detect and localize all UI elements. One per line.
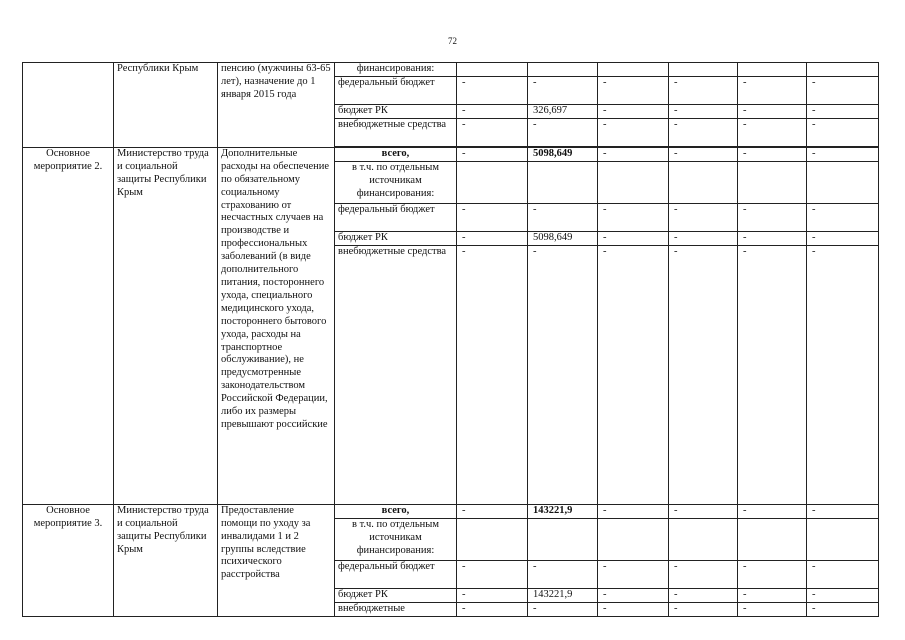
value-cell: - [528, 245, 598, 504]
value-cell: - [598, 231, 669, 245]
source-label: федеральный бюджет [335, 203, 457, 231]
value-cell: - [807, 504, 879, 518]
value-cell: - [738, 203, 807, 231]
description-cell: Дополнительные расходы на обеспечение по обязательному социальному страхованию от несчастных случаев на производстве и профессиональных заболеваний (в виде дополнительного питания, постороннего ухода, специального медицинского ухода, постороннего бытового ухода, расходы на транспортное обслуживание), не предусмотренные законодательством Российской Федерации, либо их размеры превышают российские [218, 147, 335, 504]
source-label: всего, [335, 504, 457, 518]
value-cell: 5098,649 [528, 231, 598, 245]
value-cell: - [457, 203, 528, 231]
value-cell: - [807, 245, 879, 504]
value-cell: 326,697 [528, 104, 598, 118]
measure-cell: Основное мероприятие 2. [23, 147, 114, 504]
ministry-cell: Министерство труда и социальной защиты Республики Крым [114, 504, 218, 616]
value-cell: - [669, 147, 738, 161]
funding-table [22, 62, 879, 617]
value-cell: 143221,9 [528, 588, 598, 602]
value-cell: - [457, 147, 528, 161]
page-number: 72 [448, 36, 457, 46]
value-cell: - [807, 231, 879, 245]
value-cell: - [457, 504, 528, 518]
source-label: в т.ч. по отдельным источникам финансирования: [335, 518, 457, 560]
measure-cell: Основное мероприятие 3. [23, 504, 114, 616]
value-cell: - [457, 588, 528, 602]
value-cell: - [738, 231, 807, 245]
value-cell: - [528, 76, 598, 104]
source-label: федеральный бюджет [335, 560, 457, 588]
value-cell: - [669, 203, 738, 231]
table-row [23, 147, 879, 161]
source-label: всего, [335, 147, 457, 161]
table-row [23, 504, 879, 518]
value-cell: - [807, 147, 879, 161]
source-label: бюджет РК [335, 231, 457, 245]
value-cell: - [598, 118, 669, 146]
value-cell: - [738, 118, 807, 146]
value-cell: - [457, 104, 528, 118]
source-label: внебюджетные средства [335, 118, 457, 146]
value-cell: - [528, 602, 598, 616]
source-label: федеральный бюджет [335, 76, 457, 104]
value-cell: - [598, 602, 669, 616]
source-label: внебюджетные средства [335, 245, 457, 504]
value-cell: - [807, 560, 879, 588]
source-label: бюджет РК [335, 588, 457, 602]
table-row [23, 63, 879, 77]
value-cell: - [807, 602, 879, 616]
value-cell: - [457, 245, 528, 504]
value-cell: - [738, 104, 807, 118]
value-cell: - [669, 504, 738, 518]
value-cell: 143221,9 [528, 504, 598, 518]
value-cell: - [457, 602, 528, 616]
value-cell: - [528, 118, 598, 146]
value-cell: - [457, 76, 528, 104]
value-cell: - [669, 602, 738, 616]
value-cell: - [669, 76, 738, 104]
measure-cell [23, 63, 114, 148]
value-cell: 5098,649 [528, 147, 598, 161]
value-cell: - [807, 104, 879, 118]
value-cell: - [807, 76, 879, 104]
ministry-cell: Республики Крым [114, 63, 218, 148]
value-cell: - [457, 231, 528, 245]
value-cell: - [598, 588, 669, 602]
source-label: бюджет РК [335, 104, 457, 118]
value-cell: - [598, 104, 669, 118]
value-cell: - [457, 560, 528, 588]
value-cell: - [669, 588, 738, 602]
value-cell: - [669, 560, 738, 588]
value-cell: - [598, 245, 669, 504]
value-cell: - [738, 147, 807, 161]
value-cell: - [598, 504, 669, 518]
value-cell: - [669, 231, 738, 245]
value-cell: - [528, 203, 598, 231]
value-cell: - [528, 560, 598, 588]
value-cell: - [669, 118, 738, 146]
value-cell: - [738, 588, 807, 602]
value-cell: - [669, 104, 738, 118]
value-cell: - [457, 118, 528, 146]
value-cell: - [807, 588, 879, 602]
source-label: внебюджетные [335, 602, 457, 616]
ministry-cell: Министерство труда и социальной защиты Республики Крым [114, 147, 218, 504]
source-label: финансирования: [335, 63, 457, 77]
value-cell: - [598, 203, 669, 231]
value-cell: - [738, 245, 807, 504]
value-cell: - [807, 118, 879, 146]
value-cell: - [598, 147, 669, 161]
value-cell: - [738, 76, 807, 104]
value-cell: - [598, 560, 669, 588]
value-cell: - [738, 504, 807, 518]
description-cell: пенсию (мужчины 63-65 лет), назначение до 1 января 2015 года [218, 63, 335, 148]
value-cell: - [738, 602, 807, 616]
description-cell: Предоставление помощи по уходу за инвалидами 1 и 2 группы вследствие психического расстройства [218, 504, 335, 616]
value-cell: - [738, 560, 807, 588]
value-cell: - [598, 76, 669, 104]
value-cell: - [807, 203, 879, 231]
value-cell: - [669, 245, 738, 504]
source-label: в т.ч. по отдельным источникам финансирования: [335, 161, 457, 203]
